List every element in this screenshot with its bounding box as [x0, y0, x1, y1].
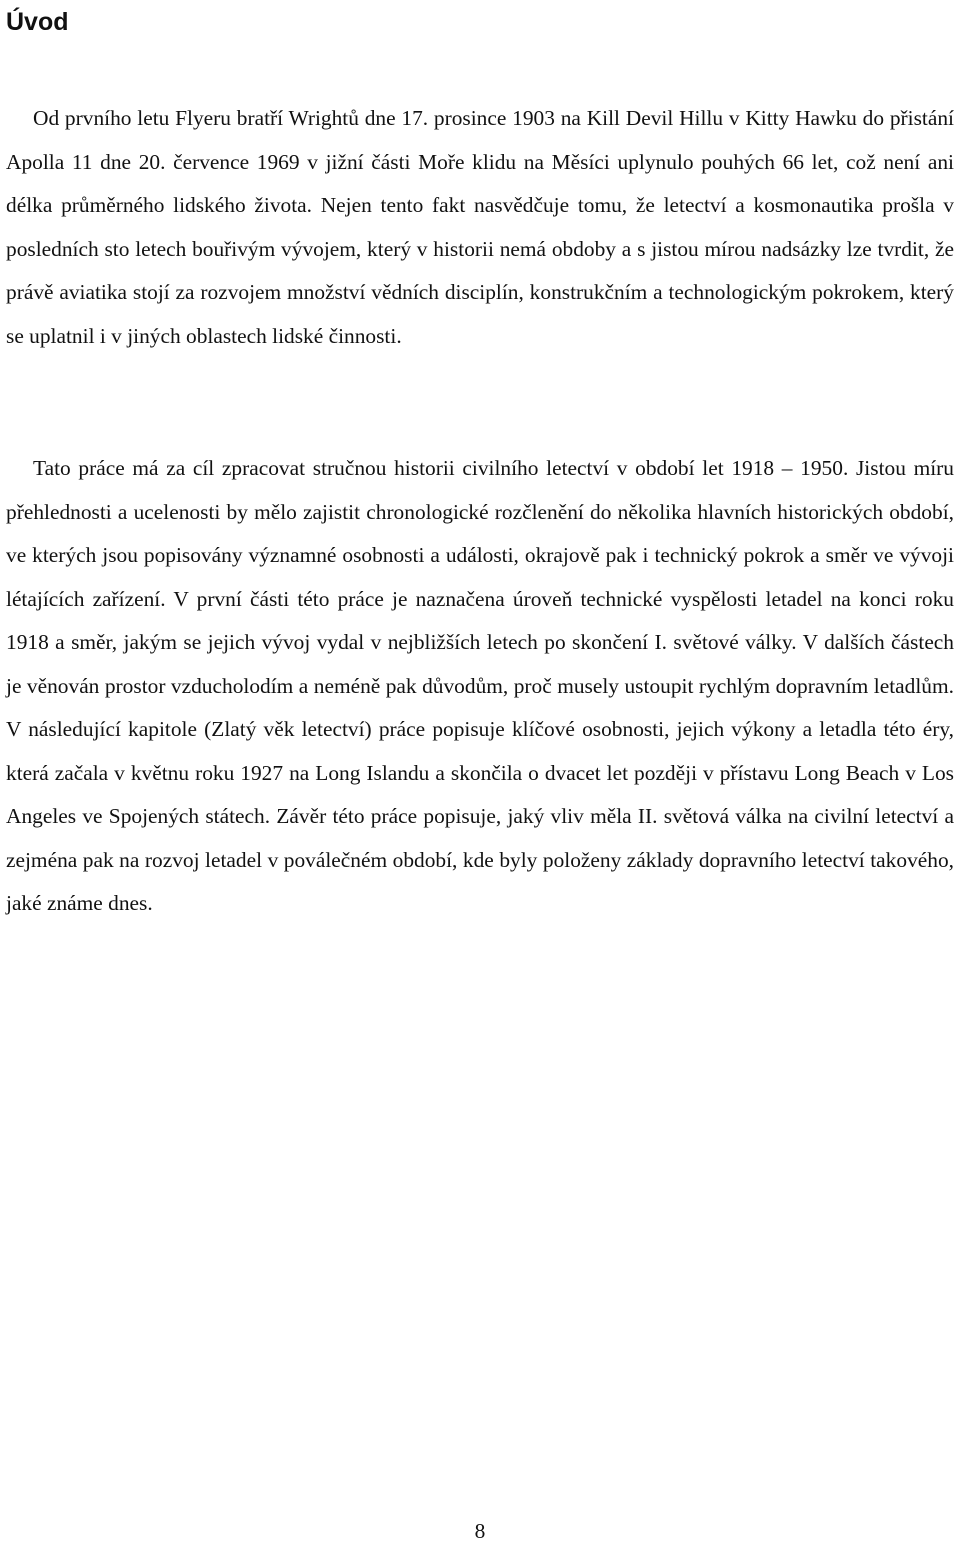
paragraph-intro: Od prvního letu Flyeru bratří Wrightů dne 17. prosince 1903 na Kill Devil Hillu v Kitty Hawku do přistání Apolla 11 dne 20. července 1969 v jižní části Moře klidu na Měsíci uplynulo pouhých 66 let, což není ani délka průměrného lidského života. Nejen tento fakt nasvědčuje tomu, že letectví a kosmonautika prošla v posledních sto letech bouřivým vývojem, který v historii nemá obdoby a s jistou mírou nadsázky lze tvrdit, že právě aviatika stojí za rozvojem množství vědních disciplín, konstrukčním a technologickým pokrokem, který se uplatnil i v jiných oblastech lidské činnosti.: [6, 106, 954, 348]
paragraph-aims: Tato práce má za cíl zpracovat stručnou historii civilního letectví v období let 1918 – 1950. Jistou míru přehlednosti a ucelenosti by mělo zajistit chronologické rozčlenění do několika hlavních historických období, ve kterých jsou popisovány významné osobnosti a události, okrajově pak i technický pokrok a směr ve vývoji létajících zařízení. V první části této práce je naznačena úroveň technické vyspělosti letadel na konci roku 1918 a směr, jakým se jejich vývoj vydal v nejbližších letech po skončení I. světové války. V dalších částech je věnován prostor vzducholodím a neméně pak důvodům, proč musely ustoupit rychlým dopravním letadlům. V následující kapitole (Zlatý věk letectví) práce popisuje klíčové osobnosti, jejich výkony a letadla této éry, která začala v květnu roku 1927 na Long Islandu a skončila o dvacet let později v přístavu Long Beach v Los Angeles ve Spojených státech. Závěr této práce popisuje, jaký vliv měla II. světová válka na civilní letectví a zejména pak na rozvoj letadel v poválečném období, kde byly položeny základy dopravního letectví takového, jaké známe dnes.: [6, 456, 954, 915]
section-heading: Úvod: [6, 8, 69, 36]
page-number: 8: [474, 1519, 486, 1543]
